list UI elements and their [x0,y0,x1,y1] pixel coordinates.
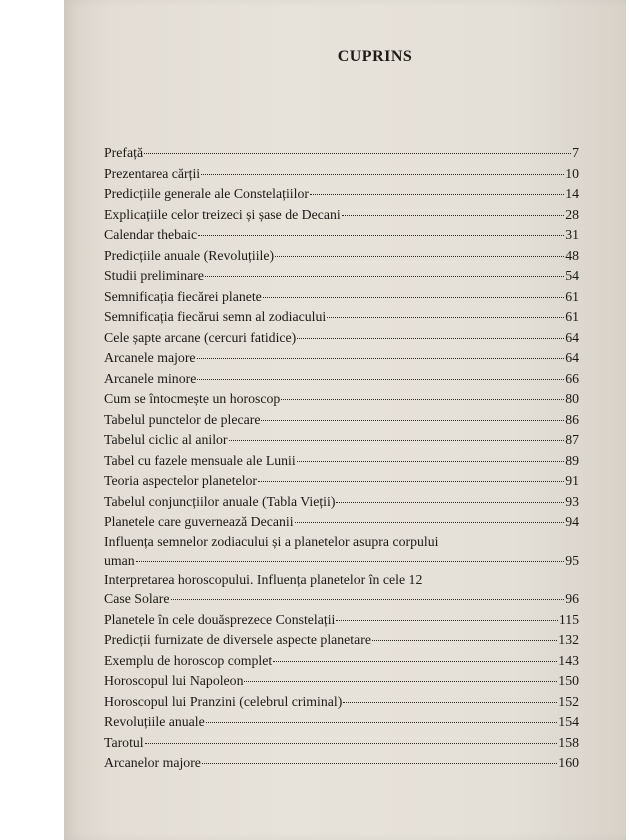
toc-entry [104,533,579,572]
toc-title: CUPRINS [337,48,413,65]
dot-leader [197,379,564,380]
toc-entry-label: Cum se întocmește un horoscop [104,391,281,406]
dot-leader [273,661,557,662]
toc-entry-label: Prefață [104,145,144,160]
dot-leader [263,297,564,298]
toc-entry [104,266,579,287]
dot-leader [145,743,558,744]
toc-entry-label-continued: uman [104,552,135,568]
toc-entry-label: Calendar thebaic [104,227,198,242]
toc-entry-page: 89 [565,452,579,468]
toc-entry [104,492,579,513]
toc-entry [104,328,579,349]
toc-entry [104,225,579,246]
toc-entry [104,164,579,185]
toc-entry [104,471,579,492]
toc-entry-label-continued: Case Solare [104,591,170,606]
toc-entry-label: Tarotul [104,734,144,750]
toc-entry-label: Interpretarea horoscopului. Influența planetelor în cele 12 [104,572,423,587]
toc-entry-page: 143 [558,652,579,668]
book-page [64,0,626,840]
toc-entry [104,451,579,472]
dot-leader [342,215,564,216]
toc-entry [104,369,579,390]
toc-entry-page: 64 [565,329,579,345]
toc-entry-label: Horoscopul lui Napoleon [104,673,244,688]
toc-entry-page: 132 [558,632,579,647]
dot-leader [297,461,564,462]
toc-entry-label: Semnificația fiecărei planete [104,288,262,304]
toc-entry-page: 93 [565,493,579,509]
dot-leader [258,481,564,482]
toc-entry [104,692,579,713]
dot-leader [197,358,565,359]
toc-entry-page: 48 [565,247,579,263]
dot-leader [327,317,564,318]
toc-entry-label: Predicțiile anuale (Revoluțiile) [104,247,275,263]
toc-entry-page: 10 [565,165,579,181]
toc-entry-label: Horoscopul lui Pranzini (celebrul criminal) [104,693,343,709]
dot-leader [202,763,557,764]
toc-entry-page: 158 [558,734,579,750]
dot-leader [281,399,564,400]
dot-leader [336,502,564,503]
dot-leader [198,235,564,236]
dot-leader [206,722,558,723]
toc-entry [104,246,579,267]
toc-entry [104,651,579,672]
toc-entry-label: Exemplu de horoscop complet [104,652,273,668]
toc-entry-label: Revoluțiile anuale [104,714,205,729]
toc-entry-page: 31 [565,227,579,242]
toc-entry-page: 54 [565,268,579,283]
dot-leader [171,599,565,600]
toc-entry-label: Planetele în cele douăsprezece Constelații [104,611,336,627]
toc-entry-page: 154 [558,714,579,729]
toc-entry-page: 87 [565,432,579,447]
dot-leader [310,194,564,195]
dot-leader [295,522,565,523]
toc-entry [104,630,579,651]
dot-leader [261,420,564,421]
toc-entry-label: Predicții furnizate de diversele aspecte planetare [104,632,371,647]
toc-entry [104,348,579,369]
toc-entry [104,307,579,328]
toc-entry [104,512,579,533]
toc-entry-page: 61 [565,288,579,304]
dot-leader [336,620,557,621]
toc-entry-label: Influența semnelor zodiacului și a planetelor asupra corpului [104,533,439,549]
toc-entry [104,671,579,692]
toc-entry-label: Teoria aspectelor planetelor [104,473,258,488]
toc-entry-label: Predicțiile generale ale Constelațiilor [104,186,309,201]
toc-entry-label: Arcanele minore [104,370,197,386]
toc-entry [104,184,579,205]
dot-leader [136,561,565,562]
toc-entry [104,733,579,754]
toc-entry-page: 86 [565,411,579,427]
dot-leader [201,174,564,175]
toc-entry-page: 160 [558,755,579,770]
toc-entry [104,712,579,733]
toc-entry [104,389,579,410]
toc-entry-page: 80 [565,391,579,406]
toc-entry-label: Arcanele majore [104,350,196,365]
toc-entry-label: Tabel cu fazele mensuale ale Lunii [104,452,296,468]
toc-entry [104,571,579,610]
toc-entry [104,205,579,226]
toc-entry [104,410,579,431]
toc-entry-label: Semnificația fiecărui semn al zodiacului [104,309,327,324]
toc-entry-label: Cele șapte arcane (cercuri fatidice) [104,329,297,345]
dot-leader [144,153,571,154]
toc-entry [104,753,579,774]
toc-entry-page: 91 [565,473,579,488]
toc-entry-label: Planetele care guvernează Decanii [104,514,294,529]
toc-entry-page: 95 [565,552,579,568]
toc-entry-label: Studii preliminare [104,268,205,283]
toc-entry-page: 152 [558,693,579,709]
toc-entry-label: Explicațiile celor treizeci și șase de Decani [104,206,341,222]
dot-leader [229,440,565,441]
toc-entry-page: 150 [558,673,579,688]
toc-entry [104,143,579,164]
toc-entry-page: 66 [565,370,579,386]
toc-entry-label: Arcanelor majore [104,755,201,770]
dot-leader [205,276,564,277]
toc-entry-page: 96 [565,591,579,606]
toc-entry-page: 94 [565,514,579,529]
toc-entry [104,430,579,451]
toc-entry-page: 64 [565,350,579,365]
toc-entry-label: Tabelul punctelor de plecare [104,411,261,427]
toc-entry-page: 7 [572,145,579,160]
table-of-contents [104,143,579,774]
toc-entry-page: 61 [565,309,579,324]
dot-leader [297,338,564,339]
toc-entry-label: Prezentarea cărții [104,165,201,181]
dot-leader [343,702,557,703]
toc-entry-page: 28 [565,206,579,222]
dot-leader [275,256,564,257]
toc-entry-page: 115 [558,611,579,627]
toc-entry [104,287,579,308]
dot-leader [244,681,557,682]
dot-leader [372,640,557,641]
toc-entry-label: Tabelul ciclic al anilor [104,432,228,447]
toc-entry-page: 14 [565,186,579,201]
toc-entry-label: Tabelul conjuncțiilor anuale (Tabla Vieții) [104,493,336,509]
toc-entry [104,610,579,631]
